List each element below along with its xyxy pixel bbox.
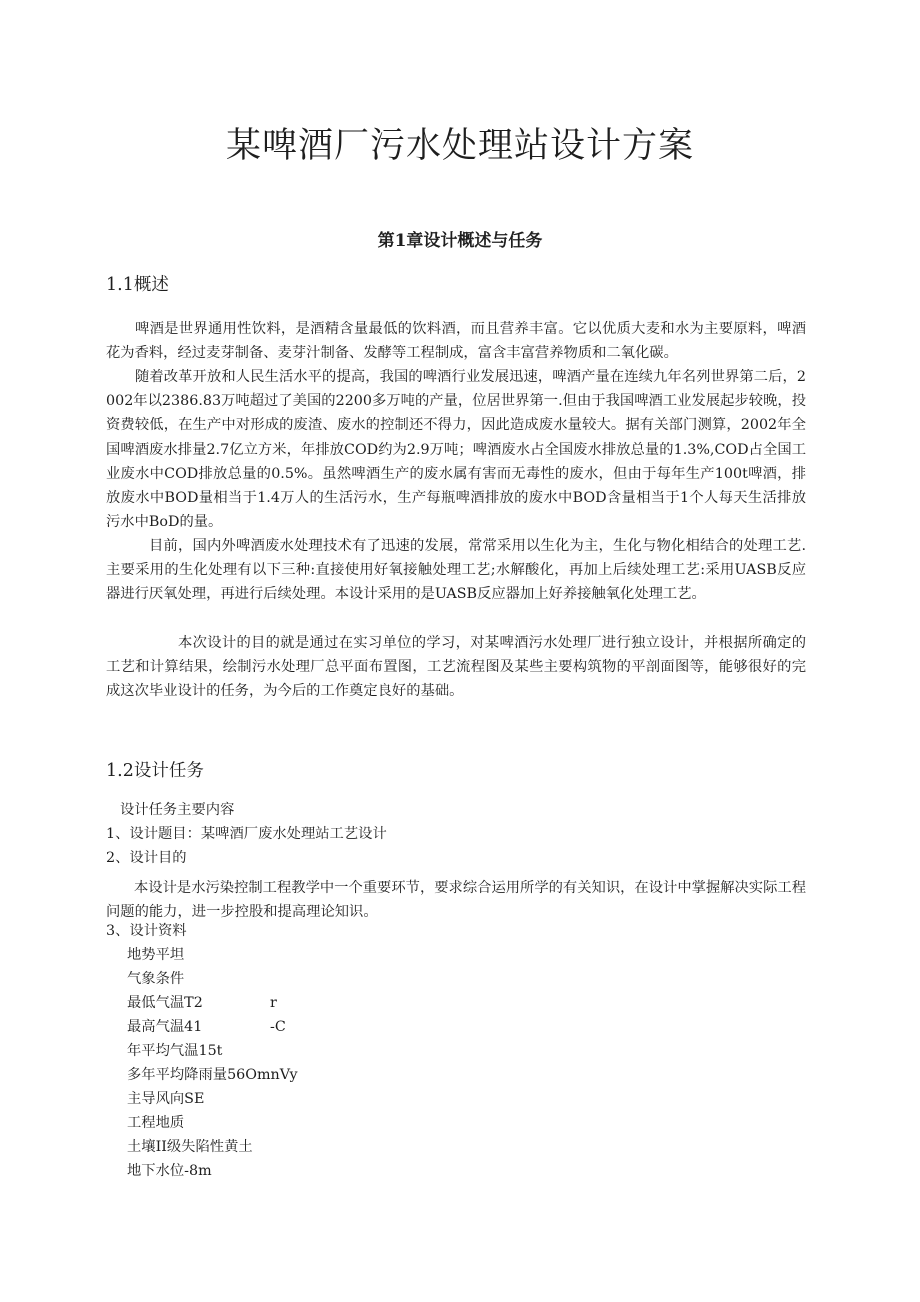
purpose-paragraph: 本设计是水污染控制工程教学中一个重要环节，要求综合运用所学的有关知识，在设计中掌握解决实际工程问题的能力，进一步控股和提高理论知识。	[106, 880, 806, 921]
data-line-wind: 主导风向SE	[127, 1091, 205, 1107]
data-line-weather: 气象条件	[127, 971, 185, 987]
data-line-terrain: 地势平坦	[127, 947, 185, 963]
data-line-min-temp-unit: r	[270, 995, 277, 1011]
overview-paragraph-1: 啤酒是世界通用性饮料，是酒精含量最低的饮料酒，而且营养丰富。它以优质大麦和水为主要原料，啤酒花为香料，经过麦芽制备、麦芽汁制备、发酵等工程制成，富含丰富营养物质和二氧化碳。	[106, 321, 806, 362]
task-item-topic: 1、设计题目：某啤酒厂废水处理站工艺设计	[106, 826, 387, 842]
data-line-avg-temp: 年平均气温15t	[127, 1043, 223, 1059]
task-item-purpose: 2、设计目的	[106, 850, 187, 866]
section-heading-tasks: 1.2设计任务	[106, 761, 204, 781]
task-item-materials: 3、设计资料	[106, 923, 187, 939]
data-line-max-temp-unit: -C	[270, 1019, 286, 1035]
chapter-heading: 第1章设计概述与任务	[377, 231, 543, 251]
overview-paragraph-4: 本次设计的目的就是通过在实习单位的学习，对某啤酒污水处理厂进行独立设计，并根据所确定的工艺和计算结果，绘制污水处理厂总平面布置图，工艺流程图及某些主要构筑物的平剖面图等，能够很好的完成这次毕业设计的任务，为今后的工作奠定良好的基础。	[106, 635, 806, 700]
overview-paragraph-3: 目前，国内外啤酒废水处理技术有了迅速的发展，常常采用以生化为主，生化与物化相结合的处理工艺.主要采用的生化处理有以下三种:直接使用好氧接触处理工艺;水解酸化，再加上后续处理工艺:采用UASB反应器进行厌氧处理，再进行后续处理。本设计采用的是UASB反应器加上好养接触氧化处理工艺。	[106, 538, 806, 603]
tasks-intro: 设计任务主要内容	[120, 802, 235, 818]
data-line-rainfall: 多年平均降雨量56OmnVy	[127, 1067, 298, 1083]
data-line-groundwater: 地下水位-8m	[127, 1163, 212, 1179]
data-line-soil: 土壤II级失陷性黄土	[127, 1139, 253, 1155]
data-line-min-temp: 最低气温T2	[127, 995, 203, 1011]
section-heading-overview: 1.1概述	[106, 275, 169, 295]
overview-paragraph-2: 随着改革开放和人民生活水平的提高，我国的啤酒行业发展迅速，啤酒产量在连续九年名列世界第二后，2002年以2386.83万吨超过了美国的2200多万吨的产量，位居世界第一.但由于我国啤酒工业发展起步较晚，投资费较低，在生产中对形成的废渣、废水的控制还不得力，因此造成废水量较大。据有关部门测算，2002年全国啤酒废水排量2.7亿立方米，年排放COD约为2.9万吨；啤酒废水占全国废水排放总量的1.3%,COD占全国工业废水中COD排放总量的0.5%。虽然啤酒生产的废水属有害而无毒性的废水，但由于每年生产100t啤酒，排放废水中BOD量相当于1.4万人的生活污水，生产每瓶啤酒排放的废水中BOD含量相当于1个人每天生活排放污水中BoD的量。	[106, 369, 806, 531]
data-line-geology: 工程地质	[127, 1115, 185, 1131]
document-title: 某啤酒厂污水处理站设计方案	[225, 126, 694, 166]
data-line-max-temp: 最高气温41	[127, 1019, 203, 1035]
